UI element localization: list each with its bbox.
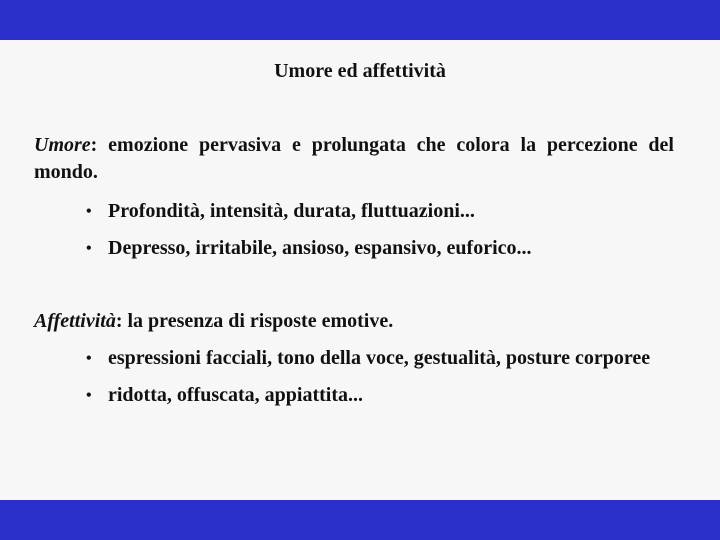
bullet-text: Depresso, irritabile, ansioso, espansivo, euforico...	[108, 237, 532, 259]
list-item	[86, 235, 676, 262]
bottom-blue-band	[0, 500, 720, 540]
affettivita-bullet-list	[86, 345, 676, 409]
bullet-icon: •	[86, 387, 92, 404]
affettivita-term: Affettività	[34, 310, 116, 332]
bullet-icon: •	[86, 203, 92, 220]
affettivita-definition	[34, 308, 674, 335]
bullet-icon: •	[86, 350, 92, 367]
umore-term: Umore	[34, 134, 91, 156]
umore-definition-text: : emozione pervasiva e prolungata che colora la percezione del mondo.	[34, 134, 674, 183]
list-item	[86, 345, 676, 372]
bullet-icon: •	[86, 240, 92, 257]
list-item	[86, 198, 676, 225]
slide-page	[0, 40, 720, 500]
umore-definition	[34, 132, 674, 186]
bullet-text: ridotta, offuscata, appiattita...	[108, 384, 363, 406]
slide-title: Umore ed affettività	[274, 60, 446, 82]
bullet-text: Profondità, intensità, durata, fluttuazioni...	[108, 200, 475, 222]
list-item	[86, 382, 676, 409]
affettivita-definition-text: : la presenza di risposte emotive.	[115, 310, 394, 332]
umore-bullet-list	[86, 198, 676, 262]
bullet-text: espressioni facciali, tono della voce, gestualità, posture corporee	[108, 347, 651, 369]
top-blue-band	[0, 0, 720, 40]
